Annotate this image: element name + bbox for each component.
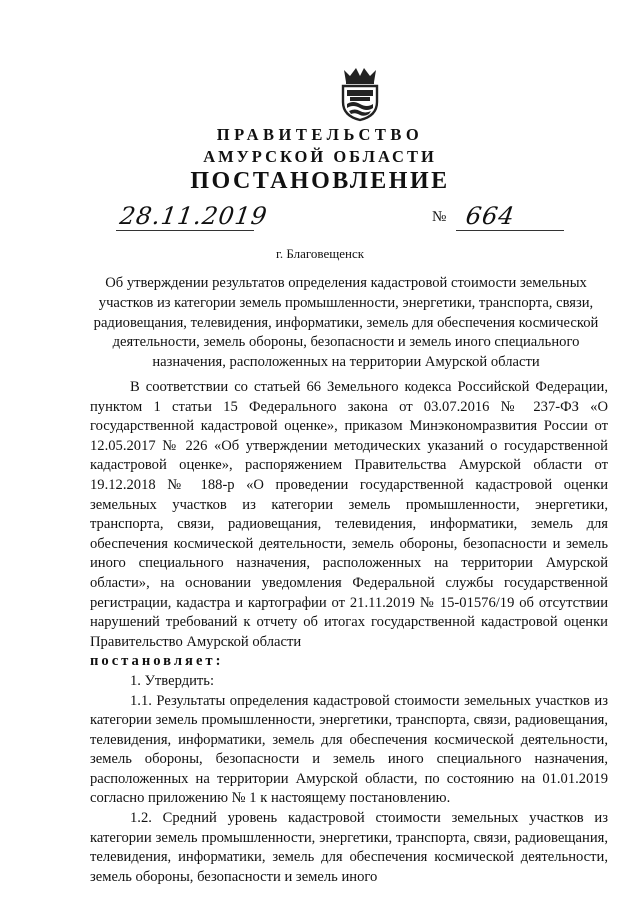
number-underline	[456, 230, 564, 231]
document-title: Об утверждении результатов определения кадастровой стоимости земельных участков из категории земель промышленности, энергетики, транспорта, связи, радиовещания, телевидения, информатики, земель для обеспечения космической деятельности, земель обороны, безопасности и земель иного специального назначения, расположенных на территории Амурской области	[93, 275, 599, 371]
clause-1-1: 1.1. Результаты определения кадастровой стоимости земельных участков из категории земель промышленности, энергетики, транспорта, связи, радиовещания, телевидения, информатики, земель для обеспечения космической деятельности, земель обороны, безопасности и земель иного специального назначения, расположенных на территории Амурской области, по состоянию на 01.01.2019 согласно приложению № 1 к настоящему постановлению.	[90, 692, 608, 807]
number-label: №	[432, 209, 447, 225]
clause-1-2: 1.2. Средний уровень кадастровой стоимости земельных участков из категории земель промышленности, энергетики, транспорта, связи, радиовещания, телевидения, информатики, земель для обеспечения космической деятельности, земель обороны, безопасности и земель иного	[90, 810, 608, 885]
city: г. Благовещенск	[275, 246, 365, 261]
government-name: ПРАВИТЕЛЬСТВО	[216, 125, 424, 144]
resolve-word: постановляет:	[90, 653, 224, 670]
coat-of-arms-icon	[336, 64, 384, 122]
document-type: ПОСТАНОВЛЕНИЕ	[190, 168, 450, 194]
region-name: АМУРСКОЙ ОБЛАСТИ	[203, 147, 437, 166]
document-body	[90, 378, 608, 887]
clause-1: 1. Утвердить:	[130, 672, 215, 689]
preamble: В соответствии со статьей 66 Земельного кодекса Российской Федерации, пунктом 1 статьи 15 Федерального закона от 03.07.2016 № 237-ФЗ «О государственной кадастровой оценке», приказом Минэкономразвития России от 12.05.2017 № 226 «Об утверждении методических указаний о государственной кадастровой оценке», распоряжением Правительства Амурской области от 19.12.2018 № 188-р «О проведении государственной кадастровой оценки земельных участков из категории земель промышленности, энергетики, транспорта, связи, радиовещания, телевидения, информатики, земель для обеспечения космической деятельности, земель обороны, безопасности и земель иного специального назначения, расположенных на территории Амурской области», на основании уведомления Федеральной службы государственной регистрации, кадастра и картографии от 21.11.2019 № 15-01576/19 об отсутствии нарушений требований к отчету об итогах государственной кадастровой оценки Правительство Амурской области	[90, 379, 608, 650]
date-underline	[116, 230, 254, 231]
document-number: 664	[464, 202, 517, 230]
document-date: 28.11.2019	[118, 202, 270, 230]
